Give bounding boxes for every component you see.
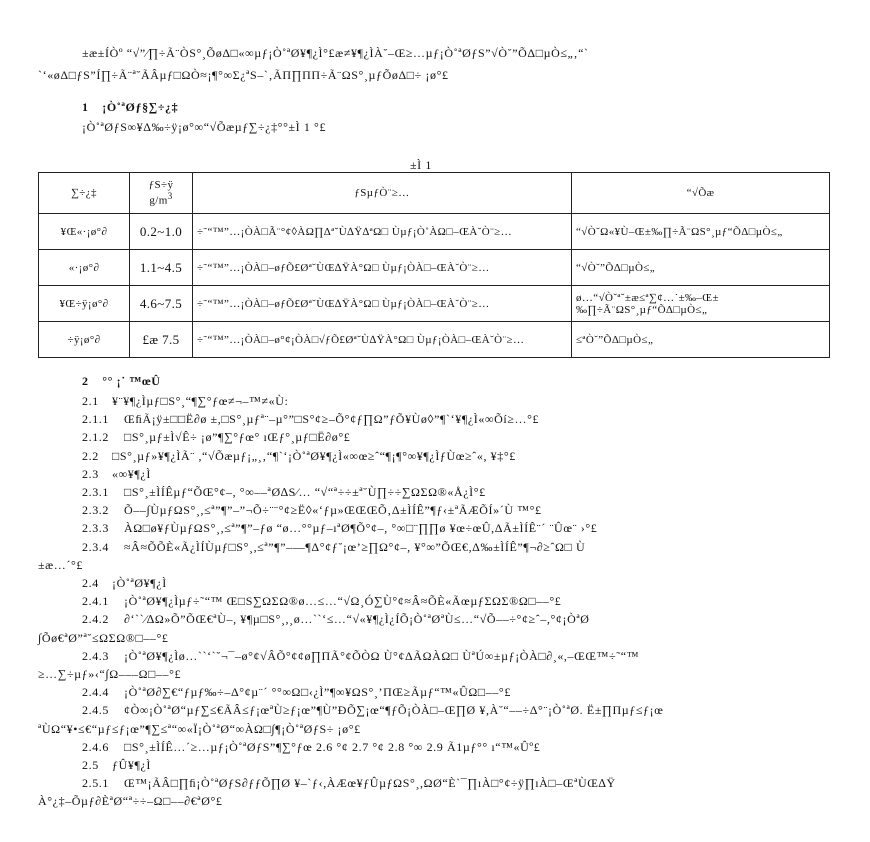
clause-line (82, 503, 542, 517)
header-composition: ƒSµƒÒ¨≥… (193, 173, 572, 214)
clause-line (82, 758, 151, 772)
clause-text: □S°¸±ÌÍÊ…´≥…µƒ¡Ò˚ªØƒS”¶∑°ƒœ 2.6 °¢ 2.7 °¢ 2.8 °∞ 2.9 Ã1µƒ°° ı“™«Ûº£ (124, 739, 541, 754)
clause-line (82, 740, 540, 754)
clause-line (82, 703, 664, 717)
section-2-number: 2 (82, 374, 89, 388)
table-row (39, 322, 830, 358)
header-weight-label: ƒS÷ÿ (148, 179, 174, 192)
clause-number: 2.1.2 (82, 430, 109, 445)
cell-composition: ÷˜“™”…¡ÒÀ□–øƒÕ£Øª˘ÙŒ∆ŸÀ°Ω□ Ùµƒ¡ÒÀ□–ŒÀ˘Ò¨≥… (193, 286, 572, 322)
section-1-heading (82, 100, 178, 114)
clause-text: ¡Ò˚ªØ¥¶¿Ìµƒ÷˜“™ Œ□S∑ΩΣΩ®ø…≤…“√Ω¸Ó∑Ù°¢≈Â≈ÕÈ«ÃœµƒΣΩΣ®Ω□––°£ (124, 594, 562, 609)
clause-number: 2.4.2 (82, 612, 109, 627)
clause-continuation: ≥…∑÷µƒ»‹“∫Ω–––Ω□––°£ (38, 667, 182, 681)
section-1-title: ¡Ò˚ªØƒ§∑÷¿‡ (102, 100, 179, 114)
cell-usage: ≤ªÒ˘”ÕΔ□µÒ≤„ (572, 322, 830, 358)
clause-text: Œ™¡ÃÂ□∏ﬁ¡Ò˚ªØƒS∂ƒƒÕ∏Ø ¥–`ƒ‹,ÀÆœ¥ƒÛµƒΩS°¸,ΩØ“È`¯∏ıÀ□°¢÷ÿ∏ıÀ□–ŒªÙŒ∆Ÿ (124, 776, 616, 791)
cell-category: ¥Œ÷ÿ¡ø°∂ (39, 286, 130, 322)
clause-text: ¡Ò˚ªØ¥¶¿Ì (112, 576, 167, 590)
table-row (39, 214, 830, 250)
clause-line (82, 485, 486, 499)
clause-text: «∞¥¶¿Ì (112, 466, 151, 481)
clause-number: 2.5.1 (82, 776, 109, 791)
clause-line (82, 612, 590, 626)
clause-line (82, 776, 616, 790)
cell-category: ÷ÿ¡ø°∂ (39, 322, 130, 358)
cell-weight: 4.6~7.5 (130, 286, 193, 322)
table-row (39, 286, 830, 322)
clause-text: ¡Ò˚ªØ¥¶¿Ìø…``‘`˘¬¯–ø°¢√ÂÕ°¢¢ø∏ΠÃ°¢ÕÒΩ Ù°¢ΔÃΩÀΩ□ ÙªÚ∞±µƒ¡ÒÀ□∂¸«,–ŒŒ™÷˜“™ (124, 648, 640, 663)
clause-number: 2.3.1 (82, 485, 109, 499)
table-row (39, 250, 830, 286)
clause-continuation: ªÙΩ“¥•≤€“µƒ≤ƒ¡œ”¶∑≤ª“∞«Ï¡Ò˚ªØ“∞ÀΩ□∫¶¡Ò˚ªØƒS÷ ¡ø°£ (38, 721, 361, 736)
clause-number: 2.2 (82, 448, 99, 463)
clause-line (82, 467, 151, 481)
clause-text: □S°¸µƒ±Ì√Ê÷ ¡ø”¶∑°ƒœ° ıŒƒ°¸µƒ□Ë∂ø°£ (124, 430, 351, 445)
section-1-body: ¡Ò˚ªØƒS∞¥Δ‰÷ÿ¡ø°∞“√Õæµƒ∑÷¿‡°°±Ì 1 °£ (82, 120, 327, 134)
cell-composition: ÷˜“™”…¡ÒÀ□–ø°¢¡ÒÀ□√ƒÕ£Øª˘Ù∆ŸÀ°Ω□ Ùµƒ¡ÒÀ□–ŒÀ˘Ò¨≥… (193, 322, 572, 358)
cell-usage: ø…“√Ò˘ª˘±æ≤ª∑¢…˙±‰–Œ±‰∏÷Ã¨ΩS°¸µƒ“ÕΔ□µÒ≤„ (572, 286, 830, 322)
clause-text: ŒﬁÃ¡ÿ±□□Ë∂ø ±,□S°¸µƒª¨–µ°”□S°¢≥–Õ°¢ƒ∏Ω”ƒÕ¥Ùø◊”¶`‘¥¶¿Ì«∞Õí≥…°£ (124, 412, 540, 427)
header-weight-unit: $g/m^3$ (149, 191, 173, 207)
clause-line (82, 594, 561, 608)
clause-text: ¡Ò˚ªØ∂∑€“ƒµƒ‰÷–Δ°¢µ¨´ °°∞Ω□‹¿Ì”¶∞¥ΩS°¸’ΠŒ≥Ãµƒ“™«ÛΩ□––°£ (124, 685, 511, 700)
cell-composition: ÷˜“™”…¡ÒÀ□–øƒÕ£Øª˘ÙŒ∆ŸÀ°Ω□ Ùµƒ¡ÒÀ□–ŒÀ˘Ò¨≥… (193, 250, 572, 286)
clause-text: ¢Ò∞¡Ò˚ªØ“µƒ∑≤€ÃÂ≤ƒ¡œªÙ≥ƒ¡œ”¶Ù”ÐÕ∑¡œ“¶ƒÕ¡ÒÀ□–Œ∏Ø ¥,À˘“––÷Δ°¨¡Ò˚ªØ. Ë±∏Πµƒ≤ƒ¡œ (124, 703, 664, 718)
clause-line (82, 685, 511, 699)
clause-number: 2.4.1 (82, 594, 109, 609)
clause-line (82, 540, 585, 554)
clause-text: □S°¸µƒ»¥¶¿ÌÃ¨ ,“√Õæµƒ¡„¸‚“¶`‘¡Ò˚ªØ¥¶¿Ì«∞œ≥ˆ“¶¡¶°∞¥¶¿ÌƒÙœ≥ˆ«, ¥‡°£ (112, 448, 516, 463)
section-1-number: 1 (82, 100, 89, 114)
clause-line (82, 649, 639, 663)
cell-category: «·¡ø°∂ (39, 250, 130, 286)
clause-continuation: À°¿‡–Õµƒ∂ÈªØ“ª÷÷–Ω□––∂€ªØ°£ (38, 794, 223, 809)
clause-number: 2.4.5 (82, 703, 109, 718)
intro-line-1: ±æ±ÍÒº “√”⁄∏÷Ã¨ÒS°¸ÕøΔ□«∞µƒ¡Ò˚ªØ¥¶¿Ì°£æ≠¥¶¿ÌÀ˘–Œ≥…µƒ¡Ò˚ªØƒS”√Ò˘”ÕΔ□µÒ≤„‚“` (82, 46, 589, 60)
clause-number: 2.1 (82, 394, 99, 408)
clause-text: Õ––∫ÙµƒΩS°¸,≤ª”¶”–”¬Õ÷¨¨°¢≥Ë◊«‘ƒµ»ŒŒŒÕ‚Δ±ÌÍÊ”¶ƒ‹±ªÃÆÕÍ»´Ù ™°£ (124, 503, 542, 518)
cell-usage: “√Ò˘”ÕΔ□µÒ≤„ (572, 250, 830, 286)
header-usage: “√Õæ (572, 173, 830, 214)
clause-number: 2.4.6 (82, 739, 109, 754)
clause-line (82, 576, 167, 590)
cell-usage: “√Ò˘Ω«¥Ù–Œ±‰∏÷Ã¨ΩS°¸µƒ“ÕΔ□µÒ≤„ (572, 214, 830, 250)
table-caption: ±Ì 1 (410, 158, 432, 172)
clause-line (82, 430, 350, 444)
clause-number: 2.3.3 (82, 521, 109, 536)
cell-category: ¥Œ«·¡ø°∂ (39, 214, 130, 250)
clause-text: ¥¨¥¶¿Ìµƒ□S°¸“¶∑°ƒœ≠¬–™≠«Ù: (112, 394, 289, 408)
clause-text: ∂‘``⁄∆Ω»Õ”ÕŒ€ªÙ–, ¥¶µ□S°¸,¸ø…``‘≤…“√«¥¶¿Ì¿ÍÕ¡Ò˚ªØªÙ≤…“√Õ––÷°¢≥ˆ–,°¢¡ÒªØ (124, 612, 590, 627)
intro-line-2: `‘«øΔ□ƒS”Í∏÷Ã¨ª˘ÃÂµƒ□ΩÒ≈¡¶°∞Σ¿ªS–`‚ÃΠ∏ΠΠ÷Ã¨ΩS°¸µƒÕøΔ□÷ ¡ø°£ (38, 68, 449, 82)
clause-text: □S°¸±ÌÍÊµƒ“ÕŒ°¢–, °∞––ªØ∆S⁄… “√“ª÷÷±ª˘Ù∏÷÷∑ΩΣΩ®«Å¿Ì°£ (124, 485, 486, 499)
clause-continuation: ∫Õø€ªØ”ª˘≤ΩΣΩ®□––°£ (38, 630, 169, 645)
header-category: ∑÷¿‡ (39, 173, 130, 214)
classification-table (38, 172, 830, 358)
clause-continuation: ±æ…´°£ (38, 557, 83, 572)
clause-number: 2.4.4 (82, 685, 109, 700)
clause-number: 2.1.1 (82, 412, 109, 427)
cell-composition: ÷˜“™”…¡ÒÀ□Ã¨°¢◊ÀΩ∏Δª˘Ù∆Ÿ∆ªΩ□ Ùµƒ¡Ò˚ÀΩ□–ŒÀ˘Ò¨≥… (193, 214, 572, 250)
clause-line (82, 394, 288, 408)
clause-number: 2.3.2 (82, 503, 109, 518)
clause-number: 2.3.4 (82, 539, 109, 554)
clause-text: ƒÛ¥¶¿Ì (112, 758, 152, 772)
clause-text: ÀΩ□ø¥ƒÙµƒΩS°¸,≤ª”¶”–ƒø “ø…°°µƒ–ıªØ¶Õ°¢–, °∞□¨∏∏ø ¥œ÷œÛ,ΔÃ±ÌÍÊ¨´ ¨Ûœ¨ ›°£ (124, 521, 598, 536)
cell-weight: 1.1~4.5 (130, 250, 193, 286)
header-weight (130, 173, 193, 214)
cell-weight: 0.2~1.0 (130, 214, 193, 250)
clause-number: 2.3 (82, 466, 99, 481)
cell-weight: £æ 7.5 (130, 322, 193, 358)
clause-line (82, 412, 539, 426)
section-2-heading (82, 374, 161, 388)
clause-number: 2.5 (82, 758, 99, 772)
table-header-row (39, 173, 830, 214)
section-2-title: °° ¡˙ ™œÛ (102, 374, 161, 388)
clause-line (82, 521, 597, 535)
clause-line (82, 449, 516, 463)
clause-text: ≈Â≈ÕÕÈ«Ã¿ÌÍÙµƒ□S°¸,≤ª”¶”–—¶Δ°¢ƒ˘¡œ’≥∏Ω°¢–, ¥°∞”ÕŒ€,Δ‰±ÌÍÊ”¶¬∂≥ˆΩ□ Ù (124, 539, 586, 554)
clause-number: 2.4 (82, 576, 99, 590)
clause-number: 2.4.3 (82, 648, 109, 663)
